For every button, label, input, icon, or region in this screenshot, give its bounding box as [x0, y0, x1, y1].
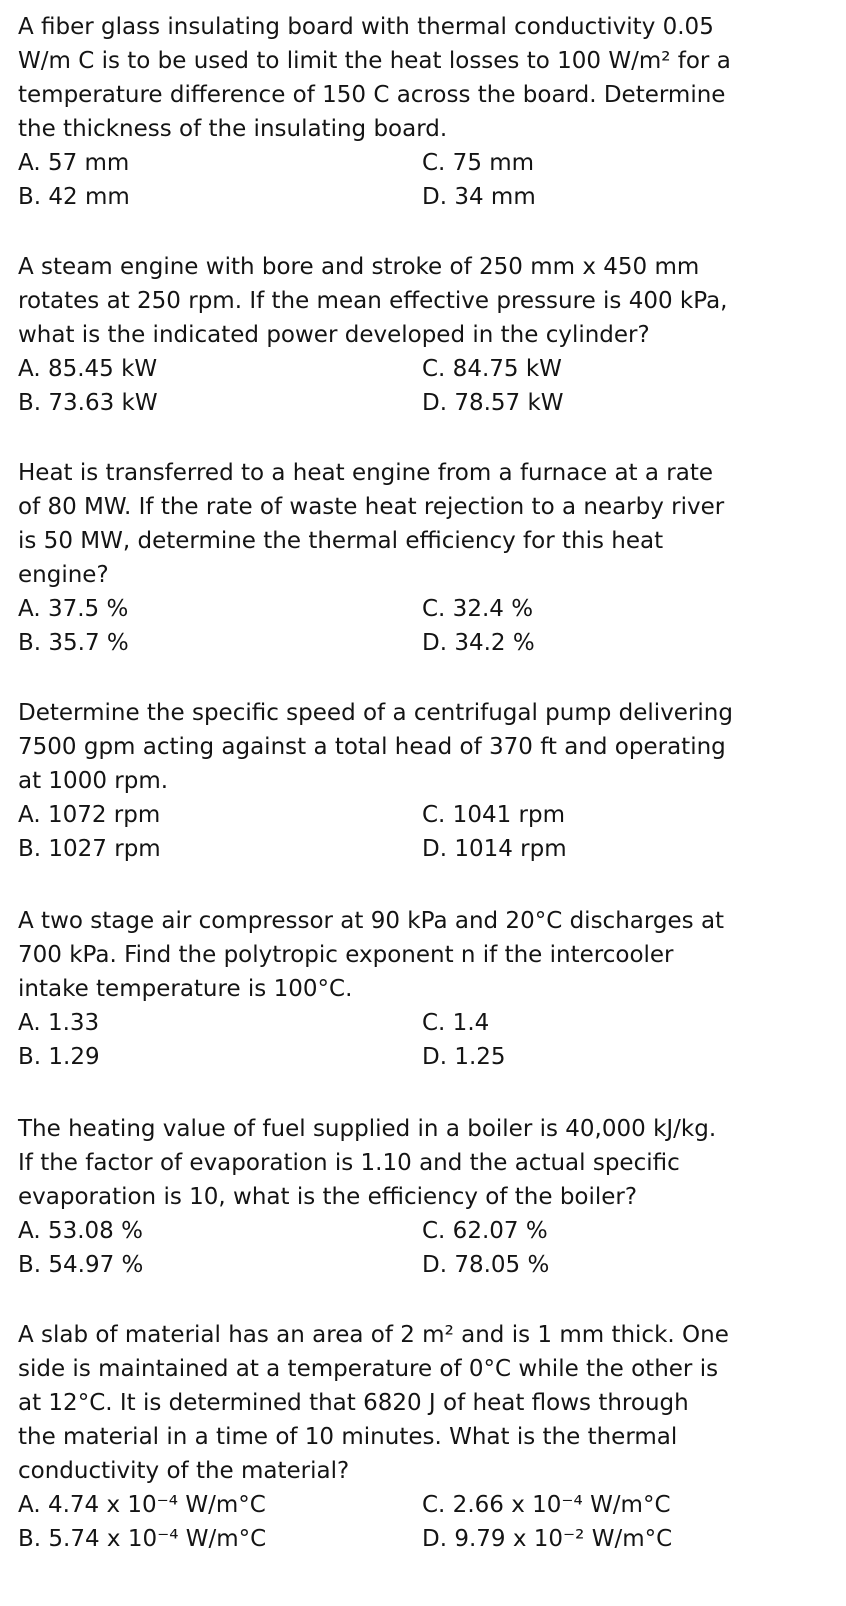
stem-line: is 50 MW, determine the thermal efficiency for this heat — [18, 528, 664, 554]
option-b: B. 35.7 % — [18, 630, 129, 656]
stem-line: A slab of material has an area of 2 m² and is 1 mm thick. One — [18, 1322, 729, 1348]
stem-line: side is maintained at a temperature of 0°C while the other is — [18, 1356, 719, 1382]
option-d: D. 34.2 % — [422, 630, 535, 656]
option-d: D. 1.25 — [422, 1044, 506, 1070]
stem-line: If the factor of evaporation is 1.10 and the actual specific — [18, 1150, 680, 1176]
stem-line: engine? — [18, 562, 109, 588]
question-2-stem — [18, 250, 830, 352]
stem-line: the material in a time of 10 minutes. What is the thermal — [18, 1424, 678, 1450]
question-1 — [18, 10, 830, 214]
stem-line: conductivity of the material? — [18, 1458, 350, 1484]
option-c: C. 84.75 kW — [422, 356, 562, 382]
option-b: B. 73.63 kW — [18, 390, 158, 416]
stem-line: of 80 MW. If the rate of waste heat rejection to a nearby river — [18, 494, 725, 520]
stem-line: intake temperature is 100°C. — [18, 976, 353, 1002]
option-a: A. 37.5 % — [18, 596, 129, 622]
question-5-stem — [18, 904, 830, 1006]
option-b: B. 42 mm — [18, 184, 130, 210]
option-b: B. 1027 rpm — [18, 836, 161, 862]
option-a: A. 53.08 % — [18, 1218, 143, 1244]
option-a: A. 1.33 — [18, 1010, 100, 1036]
stem-line: the thickness of the insulating board. — [18, 116, 448, 142]
option-a: A. 1072 rpm — [18, 802, 161, 828]
option-a: A. 57 mm — [18, 150, 130, 176]
stem-line: The heating value of fuel supplied in a boiler is 40,000 kJ/kg. — [18, 1116, 717, 1142]
question-5-options — [18, 1006, 830, 1074]
question-1-options — [18, 146, 830, 214]
option-d: D. 34 mm — [422, 184, 536, 210]
question-2 — [18, 250, 830, 420]
stem-line: A fiber glass insulating board with thermal conductivity 0.05 — [18, 14, 714, 40]
stem-line: 700 kPa. Find the polytropic exponent n if the intercooler — [18, 942, 674, 968]
option-a: A. 4.74 x 10⁻⁴ W/m°C — [18, 1492, 266, 1518]
question-7-stem — [18, 1318, 830, 1488]
question-5 — [18, 904, 830, 1074]
option-c: C. 1041 rpm — [422, 802, 565, 828]
stem-line: Heat is transferred to a heat engine from a furnace at a rate — [18, 460, 713, 486]
option-c: C. 2.66 x 10⁻⁴ W/m°C — [422, 1492, 671, 1518]
stem-line: at 1000 rpm. — [18, 768, 169, 794]
question-3 — [18, 456, 830, 660]
option-d: D. 9.79 x 10⁻² W/m°C — [422, 1526, 673, 1552]
option-d: D. 78.57 kW — [422, 390, 564, 416]
question-3-options — [18, 592, 830, 660]
question-7 — [18, 1318, 830, 1556]
question-6-options — [18, 1214, 830, 1282]
question-4-options — [18, 798, 830, 866]
option-c: C. 1.4 — [422, 1010, 490, 1036]
option-d: D. 78.05 % — [422, 1252, 550, 1278]
stem-line: temperature difference of 150 C across the board. Determine — [18, 82, 726, 108]
stem-line: rotates at 250 rpm. If the mean effective pressure is 400 kPa, — [18, 288, 728, 314]
option-c: C. 62.07 % — [422, 1218, 548, 1244]
stem-line: evaporation is 10, what is the efficiency of the boiler? — [18, 1184, 638, 1210]
question-2-options — [18, 352, 830, 420]
question-4-stem — [18, 696, 830, 798]
question-7-options — [18, 1488, 830, 1556]
option-b: B. 1.29 — [18, 1044, 100, 1070]
question-6-stem — [18, 1112, 830, 1214]
stem-line: W/m C is to be used to limit the heat losses to 100 W/m² for a — [18, 48, 731, 74]
option-c: C. 32.4 % — [422, 596, 534, 622]
stem-line: Determine the specific speed of a centrifugal pump delivering — [18, 700, 733, 726]
stem-line: at 12°C. It is determined that 6820 J of heat flows through — [18, 1390, 689, 1416]
stem-line: 7500 gpm acting against a total head of 370 ft and operating — [18, 734, 726, 760]
option-b: B. 54.97 % — [18, 1252, 144, 1278]
option-b: B. 5.74 x 10⁻⁴ W/m°C — [18, 1526, 267, 1552]
option-c: C. 75 mm — [422, 150, 535, 176]
question-6 — [18, 1112, 830, 1282]
question-4 — [18, 696, 830, 866]
stem-line: A steam engine with bore and stroke of 250 mm x 450 mm — [18, 254, 700, 280]
stem-line: what is the indicated power developed in the cylinder? — [18, 322, 650, 348]
question-1-stem — [18, 10, 830, 146]
option-a: A. 85.45 kW — [18, 356, 158, 382]
stem-line: A two stage air compressor at 90 kPa and 20°C discharges at — [18, 908, 725, 934]
option-d: D. 1014 rpm — [422, 836, 567, 862]
question-3-stem — [18, 456, 830, 592]
